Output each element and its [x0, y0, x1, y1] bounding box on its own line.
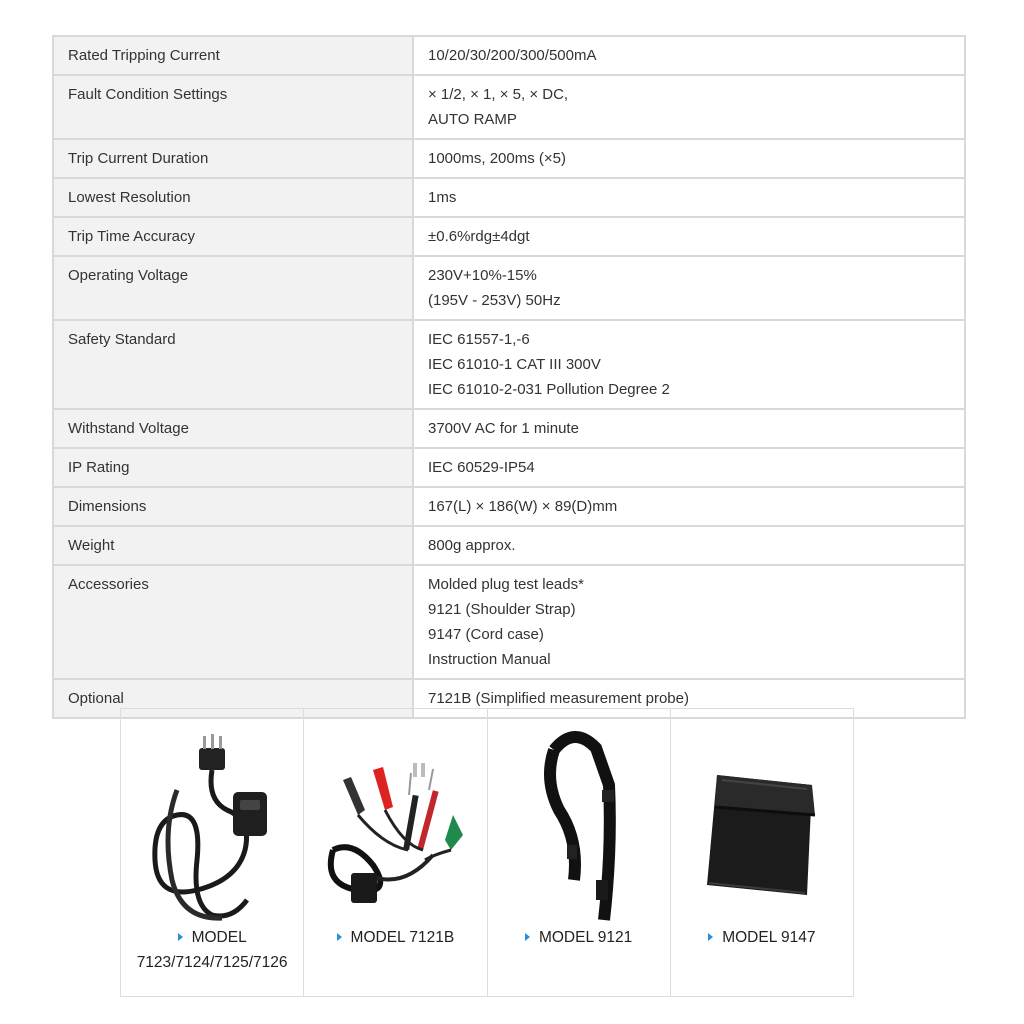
spec-label [53, 256, 413, 320]
spec-value-line: ±0.6%rdg±4dgt [428, 228, 530, 245]
accessory-caption [679, 925, 845, 950]
accessories-gallery [120, 708, 854, 997]
spec-label-text: Rated Tripping Current [68, 47, 220, 64]
spec-value-line: 800g approx. [428, 537, 516, 554]
accessory-caption [312, 925, 478, 950]
test-leads-icon [304, 727, 486, 932]
caption-line: MODEL 7121B [350, 929, 455, 946]
spec-row [53, 487, 965, 526]
spec-label-text: Weight [68, 537, 115, 554]
accessory-caption [129, 925, 295, 975]
caption-line: MODEL 9147 [722, 929, 816, 946]
spec-value-line: 1ms [428, 189, 457, 206]
spec-value-line: 7121B (Simplified measurement probe) [428, 690, 689, 707]
shoulder-strap-icon [488, 727, 670, 932]
spec-label [53, 36, 413, 75]
spec-value [413, 75, 965, 139]
spec-value [413, 320, 965, 409]
spec-value-line: Instruction Manual [428, 651, 551, 668]
spec-value-line: 1000ms, 200ms (×5) [428, 150, 566, 167]
spec-label [53, 409, 413, 448]
spec-label-text: Operating Voltage [68, 267, 189, 284]
accessory-model-9121[interactable] [488, 709, 671, 996]
spec-value-line: 167(L) × 186(W) × 89(D)mm [428, 498, 618, 515]
arrow-bullet-icon [178, 933, 183, 941]
accessory-caption [496, 925, 662, 950]
spec-label-text: Fault Condition Settings [68, 86, 228, 103]
spec-label [53, 75, 413, 139]
spec-label [53, 178, 413, 217]
specifications-table [52, 35, 966, 719]
spec-row [53, 75, 965, 139]
accessory-model-7121b[interactable] [304, 709, 487, 996]
spec-label-text: Safety Standard [68, 331, 176, 348]
spec-value-line: IEC 61010-1 CAT III 300V [428, 356, 601, 373]
spec-label [53, 487, 413, 526]
spec-label [53, 448, 413, 487]
spec-value [413, 256, 965, 320]
spec-row [53, 320, 965, 409]
accessory-model-7123[interactable] [121, 709, 304, 996]
caption-line: MODEL 9121 [538, 929, 633, 946]
spec-value-line: IEC 61010-2-031 Pollution Degree 2 [428, 381, 670, 398]
spec-value [413, 139, 965, 178]
spec-label-text: Lowest Resolution [68, 189, 191, 206]
spec-row [53, 448, 965, 487]
spec-label-text: IP Rating [68, 459, 130, 476]
spec-value [413, 448, 965, 487]
spec-value-line: 9147 (Cord case) [428, 626, 544, 643]
caption-line: MODEL [191, 929, 247, 946]
spec-value-line: 230V+10%-15% [428, 267, 537, 284]
spec-value [413, 36, 965, 75]
spec-value [413, 409, 965, 448]
spec-value-line: AUTO RAMP [428, 111, 517, 128]
spec-label-text: Trip Current Duration [68, 150, 209, 167]
caption-line: 7123/7124/7125/7126 [136, 954, 288, 971]
spec-label [53, 526, 413, 565]
spec-value-line: 3700V AC for 1 minute [428, 420, 579, 437]
spec-label-text: Dimensions [68, 498, 147, 515]
spec-value-line: (195V - 253V) 50Hz [428, 292, 561, 309]
arrow-bullet-icon [337, 933, 342, 941]
spec-value [413, 217, 965, 256]
spec-value-line: Molded plug test leads* [428, 576, 584, 593]
spec-label [53, 320, 413, 409]
spec-row [53, 409, 965, 448]
spec-row [53, 36, 965, 75]
spec-label-text: Accessories [68, 576, 149, 593]
spec-value [413, 565, 965, 679]
spec-label-text: Optional [68, 690, 124, 707]
spec-row [53, 565, 965, 679]
spec-row [53, 139, 965, 178]
power-cord-icon [121, 727, 303, 932]
spec-label-text: Withstand Voltage [68, 420, 189, 437]
spec-value-line: 9121 (Shoulder Strap) [428, 601, 576, 618]
spec-label [53, 217, 413, 256]
spec-row [53, 217, 965, 256]
spec-value [413, 526, 965, 565]
arrow-bullet-icon [708, 933, 713, 941]
spec-label-text: Trip Time Accuracy [68, 228, 195, 245]
spec-row [53, 178, 965, 217]
spec-value-line: IEC 61557-1,-6 [428, 331, 530, 348]
spec-label [53, 565, 413, 679]
arrow-bullet-icon [525, 933, 530, 941]
spec-label [53, 139, 413, 178]
spec-value-line: 10/20/30/200/300/500mA [428, 47, 597, 64]
spec-value-line: × 1/2, × 1, × 5, × DC, [428, 86, 569, 103]
accessory-model-9147[interactable] [671, 709, 853, 996]
spec-row [53, 256, 965, 320]
cord-case-icon [671, 727, 853, 932]
spec-row [53, 526, 965, 565]
spec-value [413, 178, 965, 217]
spec-value-line: IEC 60529-IP54 [428, 459, 535, 476]
spec-value [413, 487, 965, 526]
